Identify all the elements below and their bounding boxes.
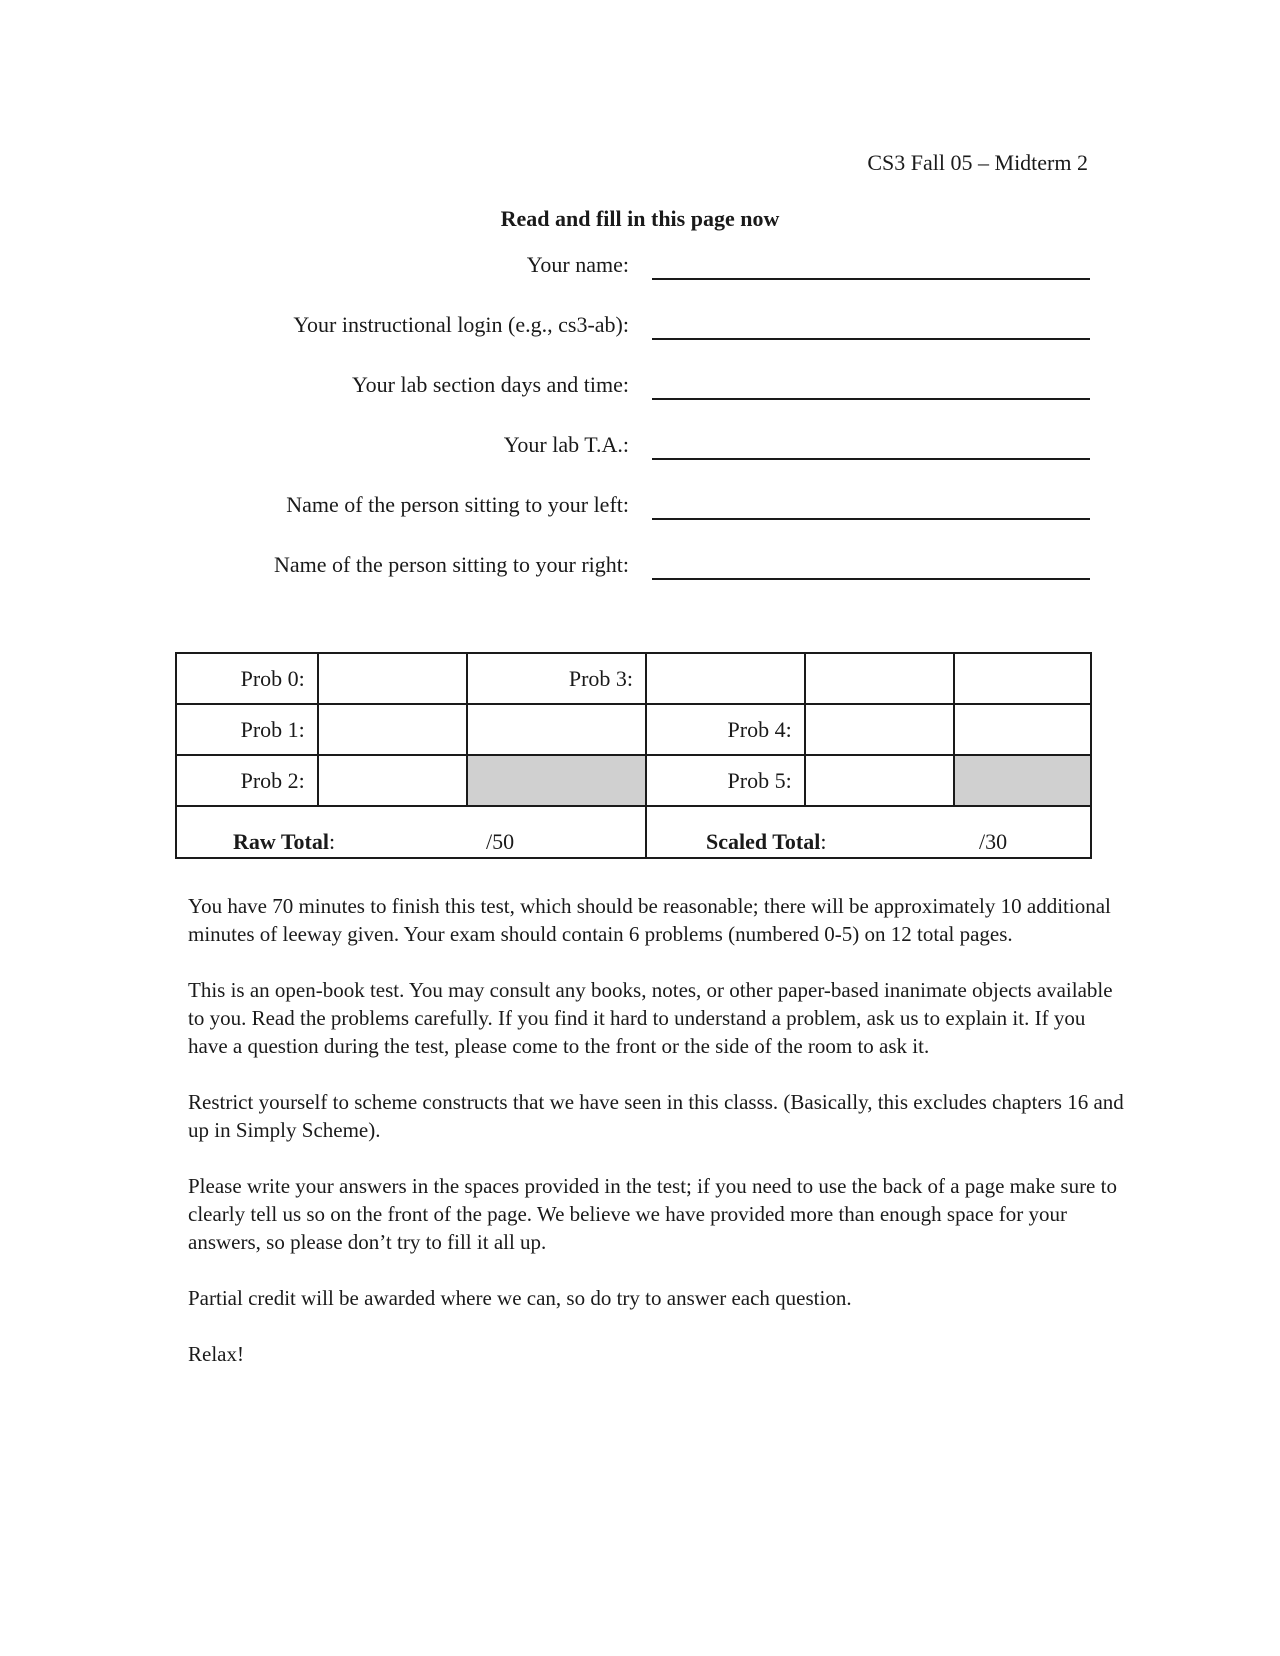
prob-1-score-cell[interactable] <box>318 704 468 755</box>
raw-total-max: /50 <box>486 829 515 854</box>
field-row-lab-section <box>0 360 1280 400</box>
scaled-total-max: /30 <box>979 829 1008 854</box>
instruction-paragraph: Partial credit will be awarded where we can, so do try to answer each question. <box>188 1286 852 1310</box>
form-title: Read and fill in this page now <box>500 206 780 231</box>
instructions <box>188 892 1128 1396</box>
instruction-paragraph: Restrict yourself to scheme constructs that we have seen in this classs. (Basically, this excludes chapters 16 and up in Simply Scheme). <box>188 1090 1124 1142</box>
field-label-right-person: Name of the person sitting to your right: <box>274 552 629 577</box>
prob-0-label: Prob 0: <box>176 653 318 704</box>
field-row-left-person <box>0 480 1280 520</box>
totals-row <box>176 806 1091 858</box>
score-table <box>175 652 1092 859</box>
prob-1-label: Prob 1: <box>176 704 318 755</box>
prob-5-label: Prob 5: <box>646 755 805 806</box>
prob-1-score-cell-extra[interactable] <box>467 704 646 755</box>
prob-4-score-cell[interactable] <box>805 704 955 755</box>
right-person-blank[interactable] <box>652 578 1090 580</box>
prob-4-label: Prob 4: <box>646 704 805 755</box>
instruction-paragraph: Relax! <box>188 1342 244 1366</box>
instruction-paragraph: You have 70 minutes to finish this test, which should be reasonable; there will be approximately 10 additional minutes of leeway given. Your exam should contain 6 problems (numbered 0-5) on 12 total pages. <box>188 894 1111 946</box>
instruction-paragraph: This is an open-book test. You may consult any books, notes, or other paper-based inanimate objects available to you. Read the problems carefully. If you find it hard to understand a problem, ask us to explain it. If you have a question during the test, please come to the front or the side of the room to ask it. <box>188 978 1113 1058</box>
prob-2-score-cell[interactable] <box>318 755 468 806</box>
left-person-blank[interactable] <box>652 518 1090 520</box>
exam-header: CS3 Fall 05 – Midterm 2 <box>867 150 1088 175</box>
field-row-right-person <box>0 540 1280 580</box>
field-row-lab-ta <box>0 420 1280 460</box>
name-blank[interactable] <box>652 278 1090 280</box>
scaled-total-label: Scaled Total: <box>706 829 827 854</box>
prob-3-score-cell[interactable] <box>646 653 805 704</box>
shaded-cell <box>467 755 646 806</box>
raw-total-cell[interactable] <box>176 806 646 858</box>
table-row <box>176 755 1091 806</box>
instruction-paragraph: Please write your answers in the spaces provided in the test; if you need to use the back of a page make sure to clearly tell us so on the front of the page. We believe we have provided more than enough space for your answers, so please don’t try to fill it all up. <box>188 1174 1117 1254</box>
table-row <box>176 704 1091 755</box>
field-label-left-person: Name of the person sitting to your left: <box>286 492 629 517</box>
lab-section-blank[interactable] <box>652 398 1090 400</box>
prob-5-score-cell[interactable] <box>805 755 955 806</box>
prob-3-label: Prob 3: <box>467 653 646 704</box>
prob-3-score-cell-extra[interactable] <box>805 653 955 704</box>
shaded-cell <box>954 755 1091 806</box>
table-row <box>176 653 1091 704</box>
scaled-total-cell[interactable] <box>646 806 1091 858</box>
prob-2-label: Prob 2: <box>176 755 318 806</box>
field-label-lab-section: Your lab section days and time: <box>351 372 629 397</box>
field-row-name <box>0 240 1280 280</box>
raw-total-label: Raw Total: <box>233 829 336 854</box>
scaled-total-label-text: Scaled Total <box>706 829 821 854</box>
field-label-login: Your instructional login (e.g., cs3-ab): <box>293 312 629 337</box>
prob-3-score-cell-extra-2[interactable] <box>954 653 1091 704</box>
prob-4-score-cell-extra[interactable] <box>954 704 1091 755</box>
field-label-name: Your name: <box>526 252 629 277</box>
field-label-lab-ta: Your lab T.A.: <box>503 432 629 457</box>
raw-total-label-text: Raw Total <box>233 829 329 854</box>
prob-0-score-cell[interactable] <box>318 653 468 704</box>
login-blank[interactable] <box>652 338 1090 340</box>
field-row-login <box>0 300 1280 340</box>
lab-ta-blank[interactable] <box>652 458 1090 460</box>
